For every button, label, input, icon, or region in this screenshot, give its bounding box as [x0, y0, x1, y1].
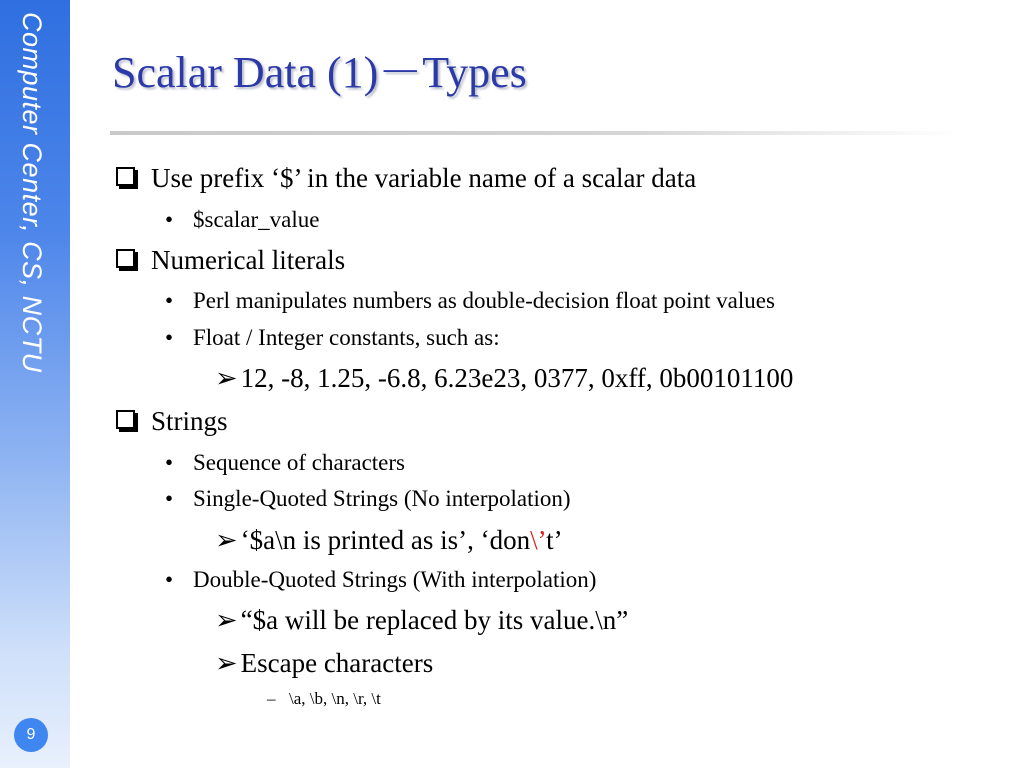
arrow-bullet-item [215, 648, 433, 679]
bullet-item-numerical [116, 245, 345, 276]
arrow-bullet-text-part2: t’ [546, 525, 563, 555]
sub-bullet-text: Sequence of characters [193, 450, 405, 475]
dash-bullet-text: \a, \b, \n, \r, \t [289, 689, 381, 708]
sub-bullet-text: Double-Quoted Strings (With interpolation) [193, 567, 597, 592]
sub-bullet-text: Perl manipulates numbers as double-decision float point values [193, 288, 775, 313]
arrow-bullet-item [215, 605, 628, 636]
arrow-bullet-icon: ➢ [215, 648, 238, 678]
bullet-text: Use prefix ‘$’ in the variable name of a scalar data [151, 163, 697, 193]
sub-bullet-text: Single-Quoted Strings (No interpolation) [193, 486, 571, 511]
page-number-badge: 9 [14, 718, 48, 752]
dot-bullet-icon: • [165, 567, 174, 592]
sub-bullet-item [165, 567, 596, 593]
arrow-bullet-icon: ➢ [215, 605, 238, 635]
bullet-item-strings [116, 406, 228, 437]
dot-bullet-icon: • [165, 450, 174, 475]
arrow-bullet-icon: ➢ [215, 363, 238, 393]
sub-bullet-item [165, 486, 571, 512]
dot-bullet-icon: • [165, 288, 174, 313]
arrow-bullet-text-part1: ‘$a\n is printed as is’, ‘don [240, 525, 531, 555]
dash-bullet-item [267, 689, 381, 709]
dot-bullet-icon: • [165, 325, 174, 350]
arrow-bullet-text: Escape characters [240, 648, 434, 678]
dot-bullet-icon: • [165, 207, 174, 232]
sub-bullet-text: Float / Integer constants, such as: [193, 325, 500, 350]
slide-title: Scalar Data (1)－Types [112, 48, 527, 97]
sub-bullet-item [165, 325, 500, 351]
escaped-quote-highlight: \’ [530, 525, 547, 555]
arrow-bullet-text: 12, -8, 1.25, -6.8, 6.23e23, 0377, 0xff, 0b00101100 [240, 363, 794, 393]
dot-bullet-icon: • [165, 486, 174, 511]
bullet-text: Strings [151, 406, 228, 436]
checkbox-bullet-icon [116, 167, 135, 186]
arrow-bullet-item [215, 363, 793, 394]
dash-bullet-icon: – [267, 689, 276, 708]
arrow-bullet-icon: ➢ [215, 525, 238, 555]
sub-bullet-item [165, 288, 775, 314]
checkbox-bullet-icon [116, 410, 135, 429]
sub-bullet-item [165, 450, 405, 476]
checkbox-bullet-icon [116, 249, 135, 268]
sub-bullet-item [165, 207, 319, 233]
bullet-text: Numerical literals [151, 245, 346, 275]
sub-bullet-text: $scalar_value [193, 207, 320, 232]
arrow-bullet-text: “$a will be replaced by its value.\n” [240, 605, 629, 635]
bullet-item-prefix [116, 163, 696, 194]
arrow-bullet-item [215, 525, 563, 556]
sidebar-org-text: Computer Center, CS, NCTU [17, 12, 47, 373]
